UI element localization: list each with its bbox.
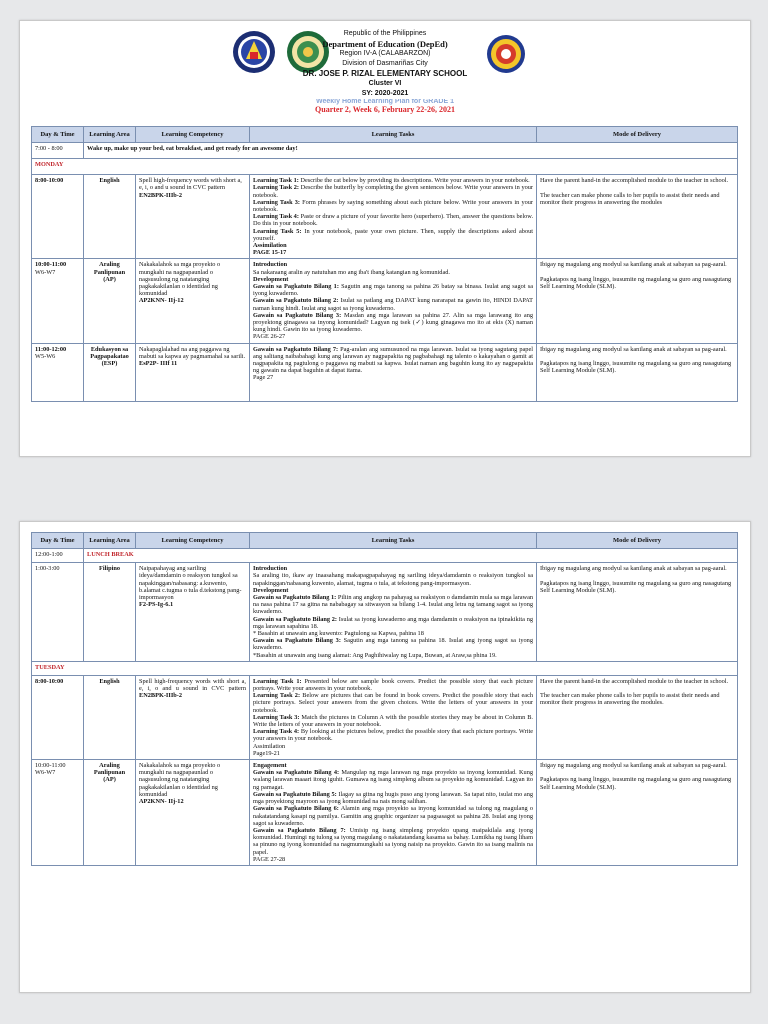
col-header-time: Day & Time [32,127,84,143]
task-text: In your notebook, paste your own picture. Then, supply the descriptions asked about yourself. [253,227,534,242]
task-text: Alamin ang mga proyekto sa inyong komunidad sa tulong ng magulang o nakatatandang kasapi ng pamilya. Gamitin ang graphic organizer sa pagsasagot sa pahina 28. Isulat ang iyong sagot sa kuwaderno. [253,805,533,827]
task-label: Gawain sa Pagkatuto Bilang 6: [253,805,339,813]
table-row [32,675,738,759]
task-label: Learning Task 4: [253,728,300,736]
mode-text: Pagkatapos ng isang linggo, isusumite ng magulang sa guro ang nasagutang Self Learning Module (SLM). [540,360,732,375]
task-label: Gawain sa Pagkatuto Bilang 2: [253,297,339,305]
task-text: Piliin ang angkop na pahayag sa reaksiyon o damdamin mula sa mga larawan na nasa pahina 17 sa gitna na nababagay sa sitwasyon sa bilang 1-4. Isulat ang letra ng tamang sagot sa iyong kuwaderno. [253,594,534,616]
row-time: 7:00 - 8:00 [32,143,84,159]
competency-code: EsP2P- IIIf 11 [139,360,178,368]
day-label-monday: MONDAY [32,159,738,175]
table-header-row [32,533,738,549]
mode-text: Pagkatapos ng isang linggo, isusumite ng magulang sa guro ang nasagutang Self Learning Module (SLM). [540,776,732,791]
learning-area: Edukasyon sa Pagpapakatao (ESP) [84,343,136,401]
day-row [32,159,738,175]
task-text: Sa araling ito, ikaw ay inaasahang makapagpapahayag ng sariling ideya/damdamin o reaksiyon tungkol sa napakinggan/nabasang kuwento, alamat, tugma o tula, at tekstong pang-impormasyon. [253,572,533,587]
header-republic: Republic of the Philippines [343,30,427,37]
task-label: Learning Task 1: [253,677,302,685]
competency-cell [136,675,250,759]
mode-text: Pagkatapos ng isang linggo, isusumite ng magulang sa guro ang nasagutang Self Learning Module (SLM). [540,579,732,594]
assimilation-label: Assimilation [253,242,287,250]
col-header-area: Learning Area [84,533,136,549]
task-text: Match the pictures in Column A with the possible stories they may be about in Column B. Write the letters of your answers in your notebook. [253,713,533,729]
header-quarter-week: Quarter 2, Week 6, February 22-26, 2021 [315,105,455,114]
task-label: Gawain sa Pagkatuto Bilang 1: [253,594,337,602]
task-text: By looking at the pictures below, predict the possible story that each picture portrays. Write your answers in your notebook. [253,728,533,743]
mode-cell [537,563,738,662]
page-ref: Page 27 [253,374,274,382]
learning-area: Araling Panlipunan (AP) [84,259,136,343]
section-label: Introduction [253,565,288,573]
header-department: Department of Education (DepEd) [322,39,448,49]
section-label: Engagement [253,762,287,770]
competency-cell [136,343,250,401]
schedule-table-1 [31,126,738,402]
competency-code: AP2KNN- IIj-12 [139,798,184,806]
time-value: 10:00-11:00 [35,762,66,770]
task-text: Pag-aralan ang sumusunod na mga larawan. Isulat sa iyong sagutang papel ang salitang naibabahagi kung ang larawan ay nagpapakita ng pagbabahagi ng talento o kakayahan o gamit at nagpapakita ng pagtulong o paggawa ng mabuti sa kapwa. Isulat naman ang baguhin kung ito ay nagpapakita ng gawain na dapat baguhin at dapat itama. [253,345,533,375]
row-time: 12:00-1:00 [32,549,84,563]
task-label: Learning Task 3: [253,713,300,721]
day-label-tuesday: TUESDAY [32,661,738,675]
page-ref: PAGE 27-28 [253,855,286,863]
row-time [32,259,84,343]
task-label: Learning Task 4: [253,213,299,221]
learning-area: English [84,175,136,259]
task-label: Gawain sa Pagkatuto Bilang 4: [253,769,340,777]
col-header-competency: Learning Competency [136,533,250,549]
col-header-area: Learning Area [84,127,136,143]
competency-cell [136,175,250,259]
task-label: Learning Task 2: [253,184,299,192]
table-row [32,175,738,259]
mode-cell [537,259,738,343]
letterhead [20,21,750,126]
task-text: Paste or draw a picture of your favorite hero (superhero). Then, answer the questions below. Do this in your notebook. [253,213,534,228]
col-header-competency: Learning Competency [136,127,250,143]
task-text: Sagutin ang mga tanong sa pahina 18. Isulat ang iyong sagot sa iyong kuwaderno. [253,637,533,652]
task-label: Learning Task 5: [253,227,302,235]
schedule-table-2 [31,532,738,866]
task-text: Umisip ng isang simpleng proyekto upang maipakilala ang iyong komunidad. Humingi ng tulong sa iyong magulang o nakatatandang kasama sa bahay. Lumikha ng isang liham sa pinuno ng iyong komunidad na nagmumungkahi sa iyong naisip na proyekto. Gawin ito sa isang malinis na papel. [253,826,533,856]
document-page-1 [19,20,751,457]
page-ref: Page19-21 [253,749,280,757]
header-cluster: Cluster VI [368,80,402,87]
competency-text: Naipapahayag ang sariling ideya/damdamin o reaksyon tungkol sa napakinggan/nabasang: a.kuwento, b.alamat c.tugma o tula d.tekstong pang-impormasyon [139,565,242,602]
task-text: Isulat sa patlang ang DAPAT kung nararapat na gawin ito, HINDI DAPAT naman kung hindi. Isulat ang sagot sa iyong kuwaderno. [253,297,533,312]
table-row [32,143,738,159]
competency-code: F2-PS-Ig-6.1 [139,601,174,609]
day-row [32,661,738,675]
assimilation-label: Assimilation [253,742,286,750]
header-region: Region IV-A (CALABARZON) [339,50,431,57]
competency-text: Nakakalahok sa mga proyekto o mungkahi na nagpapaunlad o nagsusulong ng natatanging pagkakakilanlan o identidad ng komunidad [139,261,221,298]
header-plan-title-partial: Weekly Home Learning Plan for GRADE 1 [316,99,454,105]
task-label: Learning Task 2: [253,692,301,700]
task-text: Below are pictures that can be found in book covers. Predict the possible story that each picture portrays. Select your answers from the given choices. Write the letters of your answers in your notebook. [253,692,534,714]
competency-code: EN2BPK-IIIb-2 [139,692,183,700]
competency-cell [136,563,250,662]
row-time: 1:00-3:00 [32,563,84,662]
row-time [32,760,84,866]
col-header-tasks: Learning Tasks [250,533,537,549]
task-label: Learning Task 1: [253,177,299,185]
col-header-tasks: Learning Tasks [250,127,537,143]
section-label: Development [253,275,289,283]
task-text: Masdan ang mga larawan sa pahina 27. Alin sa mga larawang ito ang proyektong ginagawa sa inyong komunidad? Lagyan ng tsek (✓) kung ginagawa mo ito at ekis (X) naman kung hindi. Gawin ito sa iyong kuwaderno. [253,311,534,334]
mode-text: Pagkatapos ng isang linggo, isusumite ng magulang sa guro ang nasagutang Self Learning Module (SLM). [540,275,732,291]
task-text: Sa nakaraang aralin ay natutuhan mo ang iba't ibang katangian ng komunidad. [253,268,450,276]
tasks-cell [250,760,537,866]
task-label: Gawain sa Pagkatuto Bilang 1: [253,283,339,291]
learning-area: Araling Panlipunan (AP) [84,760,136,866]
mode-text: The teacher can make phone calls to her pupils to assist their needs and monitor their progress in answering the modules. [540,692,720,707]
mode-text: Ibigay ng magulang ang modyul sa kanilang anak at sabayan sa pag-aaral. [540,762,727,770]
mode-text: Ibigay ng magulang ang modyul sa kanilang anak at sabayan sa pag-aaral. [540,565,727,573]
col-header-mode: Mode of Delivery [537,533,738,549]
competency-code: AP2KNN- IIj-12 [139,297,184,305]
competency-cell [136,760,250,866]
mode-cell [537,343,738,401]
time-value: 8:00-10:00 [35,177,64,185]
header-division: Division of Dasmariñas City [342,60,428,67]
table-header-row [32,127,738,143]
competency-code: EN2BPK-IIIb-2 [139,191,183,199]
task-text: Form phrases by saying something about each picture below. Write your answers in your notebook. [253,198,533,214]
col-header-mode: Mode of Delivery [537,127,738,143]
task-text: Presented below are sample book covers. Predict the possible story that each picture portrays. Write your answers in your notebook. [253,677,534,693]
task-text: Sagutin ang mga tanong sa pahina 26 batay sa binasa. Isulat ang sagot sa iyong kuwaderno. [253,283,533,298]
row-time [32,343,84,401]
lunch-break-label: LUNCH BREAK [84,549,738,563]
time-value: 8:00-10:00 [35,677,64,685]
task-text: Mangulap ng mga larawan ng mga proyekto sa inyong komunidad. Kung walang larawan maaari itong iguhit. Gumawa ng isang simpleng album sa proyekto ng komunidad. Lagyan ito ng pamagat. [253,769,533,791]
task-label: Gawain sa Pagkatuto Bilang 7: [253,345,339,353]
table-row [32,760,738,866]
mode-text: Have the parent hand-in the accomplished module to the teacher in school. [540,177,729,185]
page-ref: PAGE 15-17 [253,249,287,257]
row-time [32,675,84,759]
tasks-cell [250,675,537,759]
mode-cell [537,675,738,759]
page-ref: PAGE 26-27 [253,333,286,341]
task-text: Describe the butterfly by completing the given sentences below. Write your answers in your notebook. [253,184,533,199]
learning-area: Filipino [84,563,136,662]
tasks-cell [250,343,537,401]
week-range: W6-W7 [35,769,56,777]
mode-cell [537,760,738,866]
task-label: Learning Task 3: [253,198,300,206]
mode-cell [537,175,738,259]
mode-text: Ibigay ng magulang ang modyul sa kanilang anak at sabayan sa pag-aaral. [540,345,727,353]
header-school: DR. JOSE P. RIZAL ELEMENTARY SCHOOL [302,69,468,78]
task-label: Gawain sa Pagkatuto Bilang 2: [253,615,338,623]
task-text: Describe the cat below by providing its descriptions. Write your answers in your notebook. [300,177,530,185]
task-text: Isulat sa iyong kuwaderno ang mga damdamin o reaksiyon na ipinakikita ng mga larawan sapahina 18. [253,615,533,630]
section-label: Introduction [253,261,288,269]
row-time [32,175,84,259]
table-row [32,259,738,343]
mode-text: Have the parent hand-in the accomplished module to the teacher in school. [540,677,729,685]
col-header-time: Day & Time [32,533,84,549]
tasks-cell [250,563,537,662]
competency-text: Nakapaglalahad na ang paggawa ng mabuti sa kapwa ay pagmamahal sa sarili. [139,345,246,360]
reading-note: * Basahin at unawain ang kuwento: Pagtulong sa Kapwa, pahina 18 [253,630,424,638]
header-school-year: SY: 2020-2021 [361,90,409,97]
table-row [32,549,738,563]
task-text: Ilagay sa gitna ng hugis puso ang iyong larawan. Sa tapat nito, isulat mo ang mga proyektong mayroon sa iyong komunidad na nais mong salihan. [253,790,533,806]
competency-text: Spell high-frequency words with short a, e, i, o and u sound in CVC pattern [139,177,242,192]
competency-text: Nakakalahok sa mga proyekto o mungkahi na nagpapaunlad o nagsusulong ng natatanging pagkakakilanlan o identidad ng komunidad [139,762,221,798]
week-range: W5-W6 [35,352,56,360]
tasks-cell [250,175,537,259]
time-value: 10:00-11:00 [35,261,67,269]
task-label: Gawain sa Pagkatuto Bilang 5: [253,790,337,798]
time-value: 11:00-12:00 [35,345,67,353]
table-row [32,563,738,662]
task-label: Gawain sa Pagkatuto Bilang 7: [253,826,346,834]
section-label: Development [253,586,289,594]
task-label: Gawain sa Pagkatuto Bilang 3: [253,637,341,645]
wake-up-note: Wake up, make up your bed, eat breakfast, and get ready for an awesome day! [84,143,738,159]
table-row [32,343,738,401]
learning-area: English [84,675,136,759]
week-range: W6-W7 [35,268,56,276]
tasks-cell [250,259,537,343]
competency-text: Spell high-frequency words with short a, e, i, o and u sound in CVC pattern [139,677,246,693]
mode-text: The teacher can make phone calls to her pupils to assist their needs and monitor their progress in answering the modules [540,191,720,206]
reading-note: *Basahin at unawain ang isang alamat: Ang Paghihiwalay ng Lupa, Buwan, at Araw,sa phina 19. [253,651,497,659]
mode-text: Ibigay ng magulang ang modyul sa kanilang anak at sabayan sa pag-aaral. [540,261,727,269]
task-label: Gawain sa Pagkatuto Bilang 3: [253,311,342,319]
competency-cell [136,259,250,343]
document-page-2 [19,521,751,993]
